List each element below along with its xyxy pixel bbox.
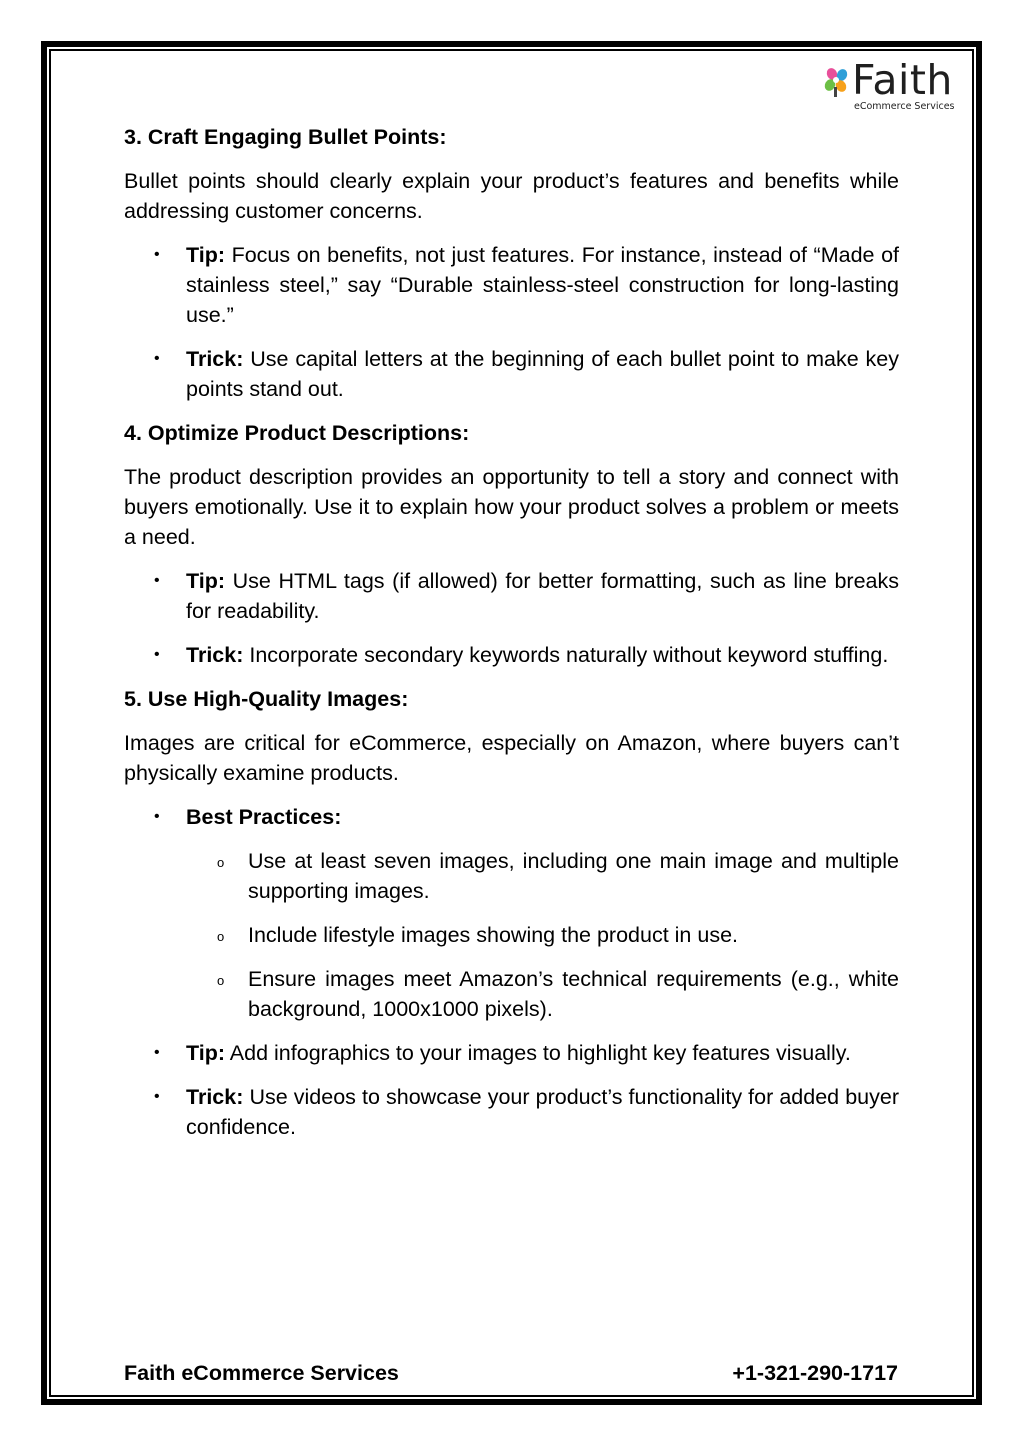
section-paragraph: Bullet points should clearly explain your product’s features and benefits while addressing customer concerns. [124,169,899,223]
sub-bullet-list [186,846,899,1024]
best-practices-label: Best Practices: [186,805,342,829]
bullet-icon: • [154,572,160,589]
list-item [124,240,899,330]
section-heading: 4. Optimize Product Descriptions: [124,421,470,445]
flower-logo-icon [822,66,852,98]
circle-bullet-icon: o [217,929,225,944]
bullet-label: Trick: [186,643,244,667]
bullet-text: Use HTML tags (if allowed) for better formatting, such as line breaks for readability. [186,569,899,623]
list-item [124,1082,899,1142]
sub-list-item [186,846,899,906]
bullet-list [124,240,899,404]
list-item [124,1038,899,1068]
circle-bullet-icon: o [217,973,225,988]
bullet-label: Trick: [186,347,244,371]
bullet-text: Incorporate secondary keywords naturally without keyword stuffing. [243,643,889,667]
bullet-icon: • [154,1044,160,1061]
document-body [124,122,899,1156]
bullet-icon: • [154,350,160,367]
bullet-list [124,802,899,1142]
bullet-list [124,566,899,670]
bullet-label: Tip: [186,243,226,267]
list-item [124,802,899,1024]
bullet-icon: • [154,246,160,263]
sub-item-text: Ensure images meet Amazon’s technical requirements (e.g., white background, 1000x1000 pixels). [248,967,899,1021]
bullet-text: Use capital letters at the beginning of each bullet point to make key points stand out. [186,347,899,401]
section-heading: 5. Use High-Quality Images: [124,687,409,711]
list-item [124,640,899,670]
list-item [124,344,899,404]
logo-subtitle: eCommerce Services [854,101,955,112]
company-logo [822,56,964,114]
bullet-text: Add infographics to your images to highlight key features visually. [225,1041,851,1065]
section-paragraph: The product description provides an opportunity to tell a story and connect with buyers emotionally. Use it to explain how your product solves a problem or meets a need. [124,465,899,549]
sub-item-text: Use at least seven images, including one main image and multiple supporting images. [248,849,899,903]
sub-list-item [186,920,899,950]
bullet-icon: • [154,808,160,825]
bullet-icon: • [154,646,160,663]
sub-list-item [186,964,899,1024]
bullet-text: Use videos to showcase your product’s functionality for added buyer confidence. [186,1085,899,1139]
footer-phone-number: +1-321-290-1717 [732,1361,898,1385]
circle-bullet-icon: o [217,855,225,870]
section-heading: 3. Craft Engaging Bullet Points: [124,125,447,149]
logo-wordmark: Faith [852,56,953,104]
bullet-icon: • [154,1088,160,1105]
footer-company-name: Faith eCommerce Services [124,1361,399,1385]
bullet-label: Tip: [186,1041,226,1065]
bullet-label: Tip: [186,569,226,593]
bullet-text: Focus on benefits, not just features. For instance, instead of “Made of stainless steel,” say “Durable stainless-steel construction for long-lasting use.” [186,243,899,327]
list-item [124,566,899,626]
section-paragraph: Images are critical for eCommerce, especially on Amazon, where buyers can’t physically examine products. [124,731,899,785]
bullet-label: Trick: [186,1085,244,1109]
sub-item-text: Include lifestyle images showing the product in use. [248,923,738,947]
